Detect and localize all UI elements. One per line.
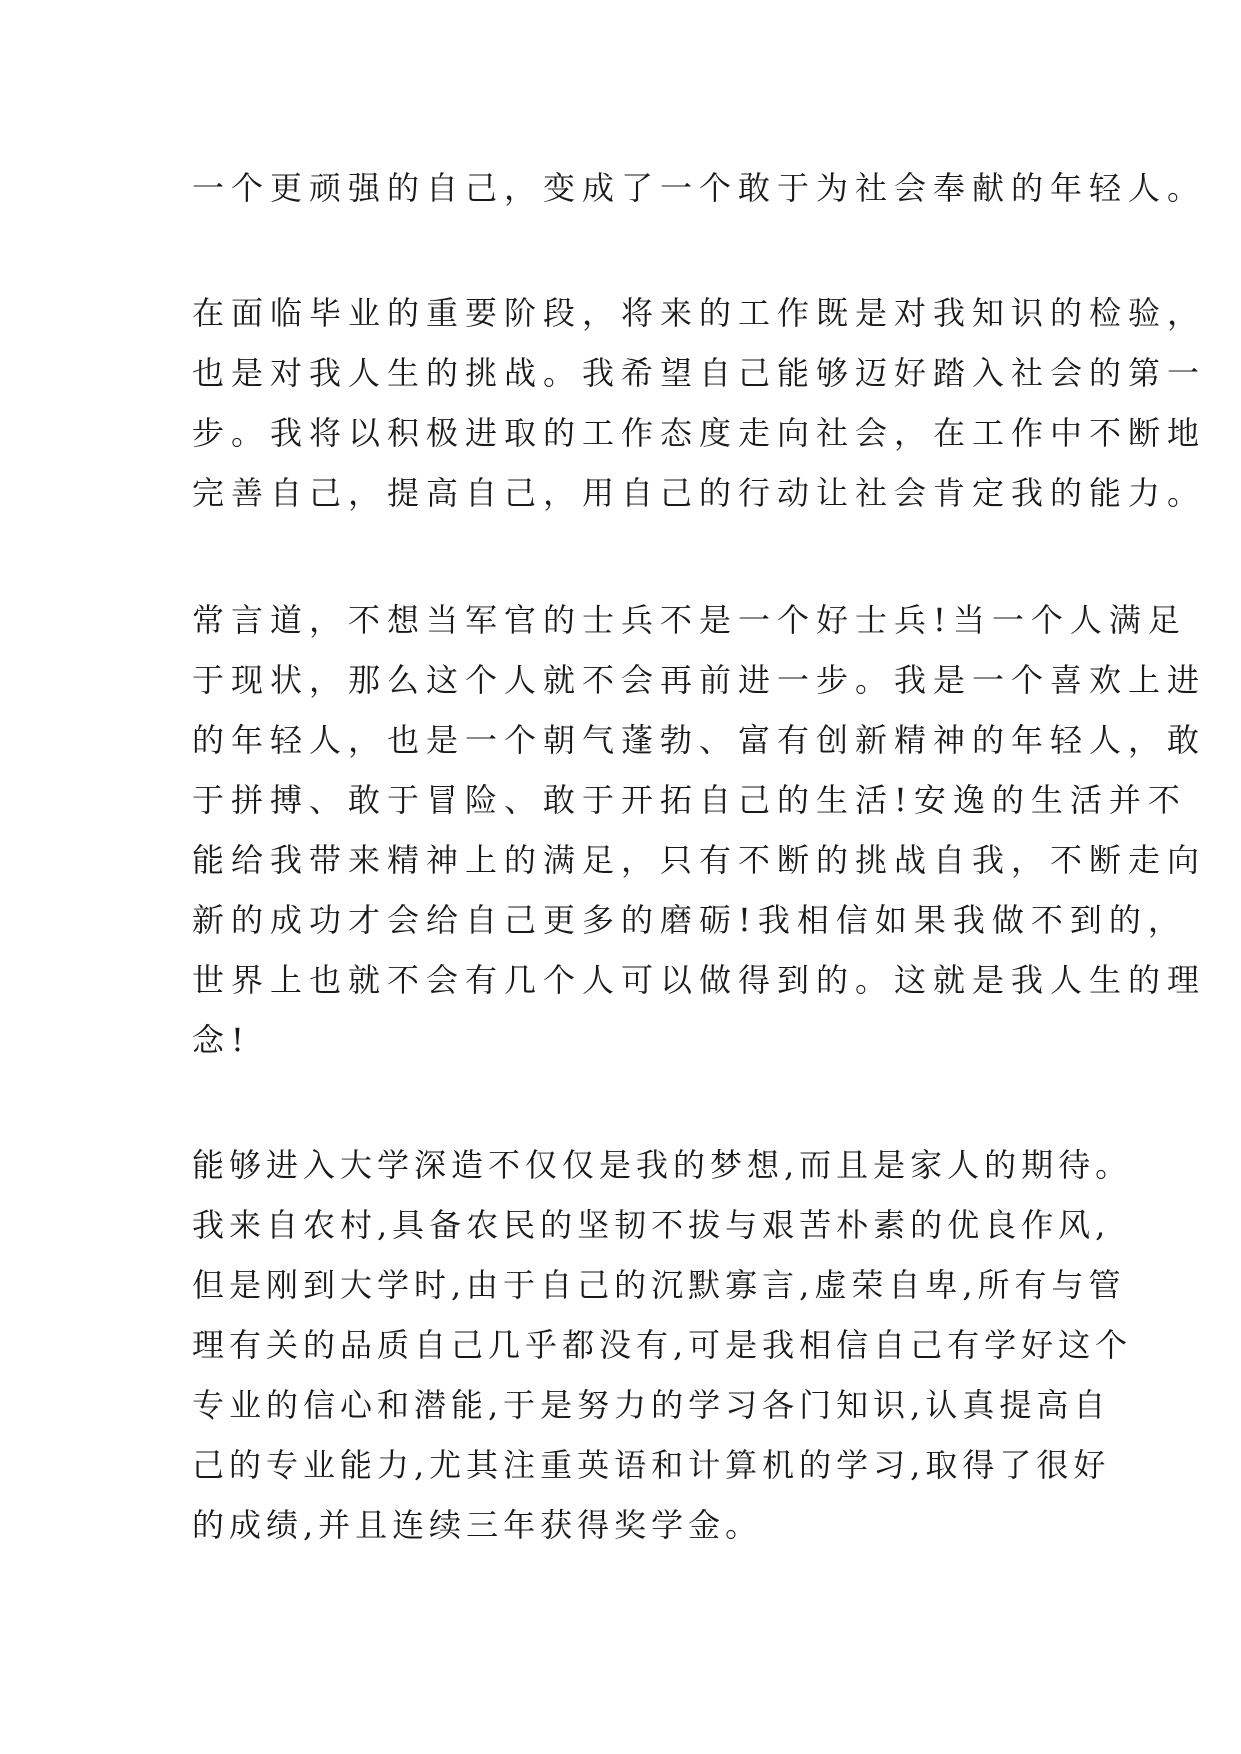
paragraph-3-line-6: 新的成功才会给自己更多的磨砺!我相信如果我做不到的， — [192, 901, 1187, 939]
paragraph-3-line-3: 的年轻人，也是一个朝气蓬勃、富有创新精神的年轻人，敢 — [192, 721, 1207, 759]
paragraph-3-line-4: 于拼搏、敢于冒险、敢于开拓自己的生活!安逸的生活并不 — [192, 781, 1187, 819]
paragraph-2-line-1: 在面临毕业的重要阶段，将来的工作既是对我知识的检验， — [192, 294, 1207, 332]
paragraph-2-line-3: 步。我将以积极进取的工作态度走向社会，在工作中不断地 — [192, 414, 1207, 452]
paragraph-4-line-4: 理有关的品质自己几乎都没有,可是我相信自己有学好这个 — [192, 1326, 1133, 1364]
paragraph-4-line-5: 专业的信心和潜能,于是努力的学习各门知识,认真提高自 — [192, 1386, 1111, 1424]
paragraph-4-line-1: 能够进入大学深造不仅仅是我的梦想,而且是家人的期待。 — [192, 1146, 1133, 1184]
paragraph-4-line-7: 的成绩,并且连续三年获得奖学金。 — [192, 1506, 763, 1544]
paragraph-2-line-4: 完善自己，提高自己，用自己的行动让社会肯定我的能力。 — [192, 474, 1207, 512]
paragraph-3-line-1: 常言道，不想当军官的士兵不是一个好士兵!当一个人满足 — [192, 601, 1187, 639]
paragraph-4-line-6: 己的专业能力,尤其注重英语和计算机的学习,取得了很好 — [192, 1446, 1111, 1484]
paragraph-3-line-2: 于现状，那么这个人就不会再前进一步。我是一个喜欢上进 — [192, 661, 1207, 699]
paragraph-4-line-2: 我来自农村,具备农民的坚韧不拔与艰苦朴素的优良作风, — [192, 1206, 1111, 1244]
paragraph-3-line-8: 念! — [192, 1021, 251, 1059]
paragraph-3-line-5: 能给我带来精神上的满足，只有不断的挑战自我，不断走向 — [192, 841, 1207, 879]
paragraph-2-line-2: 也是对我人生的挑战。我希望自己能够迈好踏入社会的第一 — [192, 354, 1207, 392]
paragraph-1-line-1: 一个更顽强的自己，变成了一个敢于为社会奉献的年轻人。 — [192, 169, 1207, 207]
paragraph-4-line-3: 但是刚到大学时,由于自己的沉默寡言,虚荣自卑,所有与管 — [192, 1266, 1126, 1304]
paragraph-3-line-7: 世界上也就不会有几个人可以做得到的。这就是我人生的理 — [192, 961, 1207, 999]
